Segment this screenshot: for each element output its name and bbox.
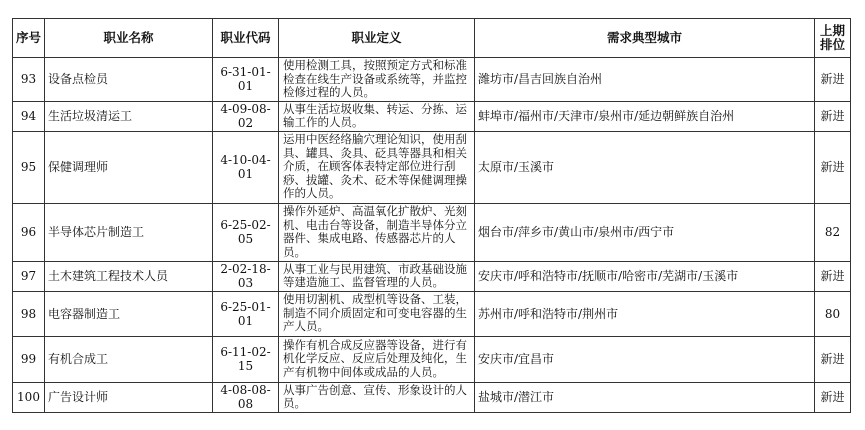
cell-definition: 操作有机合成反应器等设备，进行有机化学反应、反应后处理及纯化，生产有机物中间体或成品的人员。 [279, 336, 475, 382]
cell-code: 2-02-18-03 [213, 261, 279, 291]
cell-seq: 95 [13, 131, 45, 203]
header-prev-rank: 上期排位 [815, 19, 851, 58]
header-definition: 职业定义 [279, 19, 475, 58]
table-row [13, 291, 851, 336]
cell-code: 6-25-02-05 [213, 203, 279, 261]
cell-prev-rank: 新进 [815, 382, 851, 412]
table-row [13, 203, 851, 261]
table-header-row [13, 19, 851, 58]
header-code: 职业代码 [213, 19, 279, 58]
cell-definition: 从事工业与民用建筑、市政基础设施等建造施工、监督管理的人员。 [279, 261, 475, 291]
table-row [13, 101, 851, 131]
cell-cities: 潍坊市/昌吉回族自治州 [475, 58, 815, 102]
cell-prev-rank: 新进 [815, 58, 851, 102]
cell-cities: 烟台市/萍乡市/黄山市/泉州市/西宁市 [475, 203, 815, 261]
cell-code: 6-11-02-15 [213, 336, 279, 382]
cell-seq: 100 [13, 382, 45, 412]
cell-seq: 96 [13, 203, 45, 261]
table-row [13, 382, 851, 412]
cell-seq: 98 [13, 291, 45, 336]
cell-code: 6-25-01-01 [213, 291, 279, 336]
cell-definition: 运用中医经络腧穴理论知识，使用刮具、罐具、灸具、砭具等器具和相关介质，在顾客体表特定部位进行刮痧、拔罐、灸术、砭术等保健调理操作的人员。 [279, 131, 475, 203]
cell-definition: 操作外延炉、高温氧化扩散炉、光刻机、电击台等设备，制造半导体分立器件、集成电路、传感器芯片的人员。 [279, 203, 475, 261]
table-row [13, 336, 851, 382]
cell-prev-rank: 80 [815, 291, 851, 336]
cell-name: 土木建筑工程技术人员 [45, 261, 213, 291]
cell-prev-rank: 新进 [815, 336, 851, 382]
table-row [13, 261, 851, 291]
header-name: 职业名称 [45, 19, 213, 58]
cell-cities: 盐城市/潜江市 [475, 382, 815, 412]
cell-seq: 94 [13, 101, 45, 131]
cell-cities: 安庆市/宜昌市 [475, 336, 815, 382]
cell-cities: 蚌埠市/福州市/天津市/泉州市/延边朝鲜族自治州 [475, 101, 815, 131]
cell-name: 有机合成工 [45, 336, 213, 382]
cell-seq: 99 [13, 336, 45, 382]
cell-name: 生活垃圾清运工 [45, 101, 213, 131]
header-seq: 序号 [13, 19, 45, 58]
cell-code: 4-08-08-08 [213, 382, 279, 412]
cell-definition: 使用切割机、成型机等设备、工装，制造不同介质固定和可变电容器的生产人员。 [279, 291, 475, 336]
cell-code: 6-31-01-01 [213, 58, 279, 102]
cell-name: 广告设计师 [45, 382, 213, 412]
occupation-table [12, 18, 851, 413]
occupation-table-container [12, 18, 851, 413]
cell-code: 4-10-04-01 [213, 131, 279, 203]
cell-cities: 苏州市/呼和浩特市/荆州市 [475, 291, 815, 336]
cell-prev-rank: 82 [815, 203, 851, 261]
cell-name: 半导体芯片制造工 [45, 203, 213, 261]
table-row [13, 58, 851, 102]
cell-cities: 安庆市/呼和浩特市/抚顺市/哈密市/芜湖市/玉溪市 [475, 261, 815, 291]
cell-seq: 97 [13, 261, 45, 291]
cell-prev-rank: 新进 [815, 261, 851, 291]
header-cities: 需求典型城市 [475, 19, 815, 58]
cell-prev-rank: 新进 [815, 101, 851, 131]
cell-prev-rank: 新进 [815, 131, 851, 203]
cell-definition: 从事生活垃圾收集、转运、分拣、运输工作的人员。 [279, 101, 475, 131]
cell-seq: 93 [13, 58, 45, 102]
cell-name: 设备点检员 [45, 58, 213, 102]
table-row [13, 131, 851, 203]
cell-name: 保健调理师 [45, 131, 213, 203]
cell-cities: 太原市/玉溪市 [475, 131, 815, 203]
cell-definition: 使用检测工具，按照预定方式和标准检查在线生产设备或系统等，并监控检修过程的人员。 [279, 58, 475, 102]
cell-name: 电容器制造工 [45, 291, 213, 336]
cell-definition: 从事广告创意、宣传、形象设计的人员。 [279, 382, 475, 412]
cell-code: 4-09-08-02 [213, 101, 279, 131]
